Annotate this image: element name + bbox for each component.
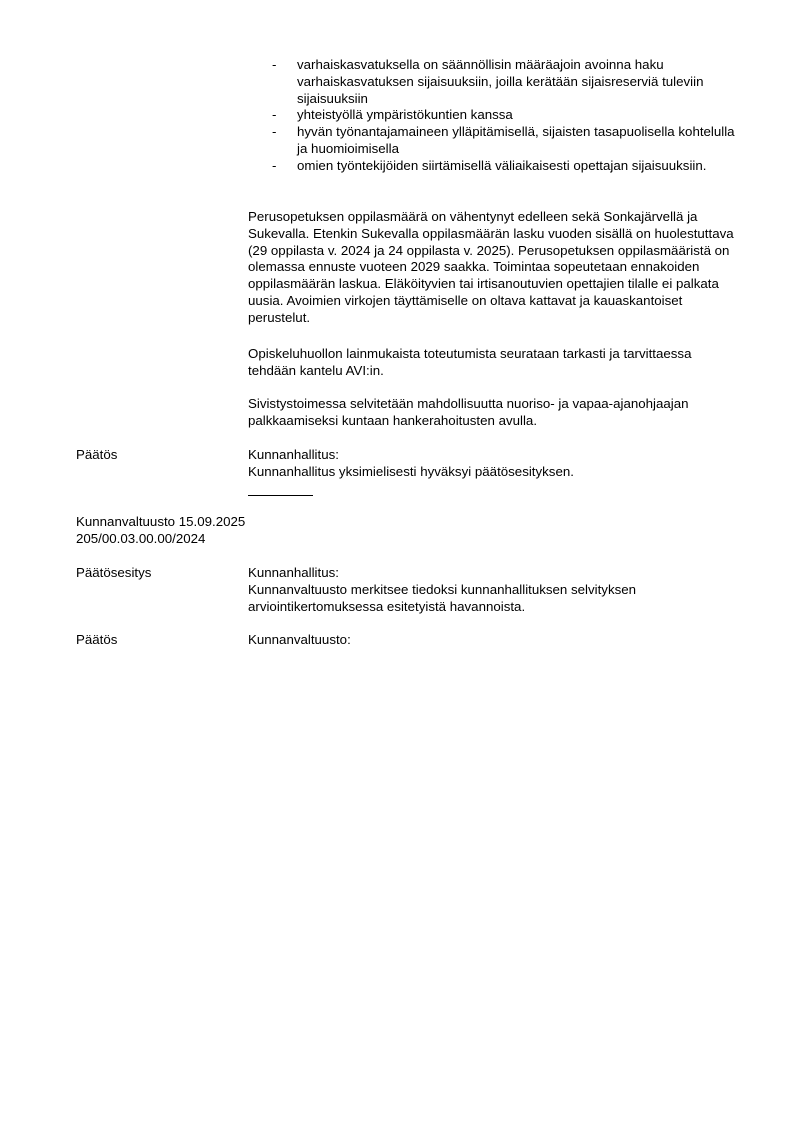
final-decision-body: Kunnanvaltuusto: [248, 632, 351, 647]
list-bullet: - [272, 124, 277, 140]
meeting-reference: 205/00.03.00.00/2024 [76, 530, 206, 546]
list-bullet: - [272, 157, 277, 173]
list-item [272, 57, 742, 107]
final-decision-label: Päätös [76, 632, 118, 647]
measures-list [272, 57, 742, 175]
signature-divider [248, 495, 313, 496]
list-item-text: omien työntekijöiden siirtämisellä väliaikaisesti opettajan sijaisuuksiin. [297, 157, 707, 173]
proposal-label: Päätösesitys [76, 565, 152, 580]
list-item [272, 124, 742, 158]
list-item-text: yhteistyöllä ympäristökuntien kanssa [297, 107, 513, 123]
list-bullet: - [272, 107, 277, 123]
meeting-header [76, 514, 245, 548]
meeting-title: Kunnanvaltuusto 15.09.2025 [76, 514, 246, 529]
proposal-text: Kunnanvaltuusto merkitsee tiedoksi kunnanhallituksen selvityksen arviointikertomuksessa esitetyistä havannoista. [248, 582, 637, 614]
proposal-body-heading: Kunnanhallitus: [248, 565, 339, 580]
decision-text: Kunnanhallitus yksimielisesti hyväksyi päätösesityksen. [248, 464, 574, 479]
paragraph-student-numbers: Perusopetuksen oppilasmäärä on vähentynyt edelleen sekä Sonkajärvellä ja Sukevalla. Etenkin Sukevalla oppilasmäärän lasku vuoden sisällä on huolestuttava (29 oppilasta v. 2024 ja 24 oppilasta v. 2025). Perusopetuksen oppilasmääristä on olemassa ennuste vuoteen 2029 saakka. Toimintaa sopeutetaan ennakoiden oppilasmäärän laskua. Eläköityvien tai irtisanoutuvien opettajien tilalle ei palkata uusia. Avoimien virkojen täyttämiselle on oltava kattavat ja kauaskantoiset perustelut. [248, 209, 734, 325]
list-item [272, 107, 742, 124]
list-item [272, 158, 742, 175]
list-item-text: varhaiskasvatuksella on säännöllisin määräajoin avoinna haku varhaiskasvatuksen sijaisuuksiin, joilla kerätään sijaisreserviä tuleviin sijaisuuksiin [297, 57, 704, 106]
paragraph-youth-worker: Sivistystoimessa selvitetään mahdollisuutta nuoriso- ja vapaa-ajanohjaajan palkkaamiseksi kuntaan hankerahoitusten avulla. [248, 396, 689, 428]
list-item-text: hyvän työnantajamaineen ylläpitämisellä, sijaisten tasapuolisella kohtelulla ja huomioimisella [297, 124, 735, 156]
list-bullet: - [272, 57, 277, 72]
decision-label: Päätös [76, 447, 118, 462]
paragraph-student-welfare: Opiskeluhuollon lainmukaista toteutumista seurataan tarkasti ja tarvittaessa tehdään kantelu AVI:in. [248, 346, 692, 378]
decision-body-heading: Kunnanhallitus: [248, 447, 339, 462]
